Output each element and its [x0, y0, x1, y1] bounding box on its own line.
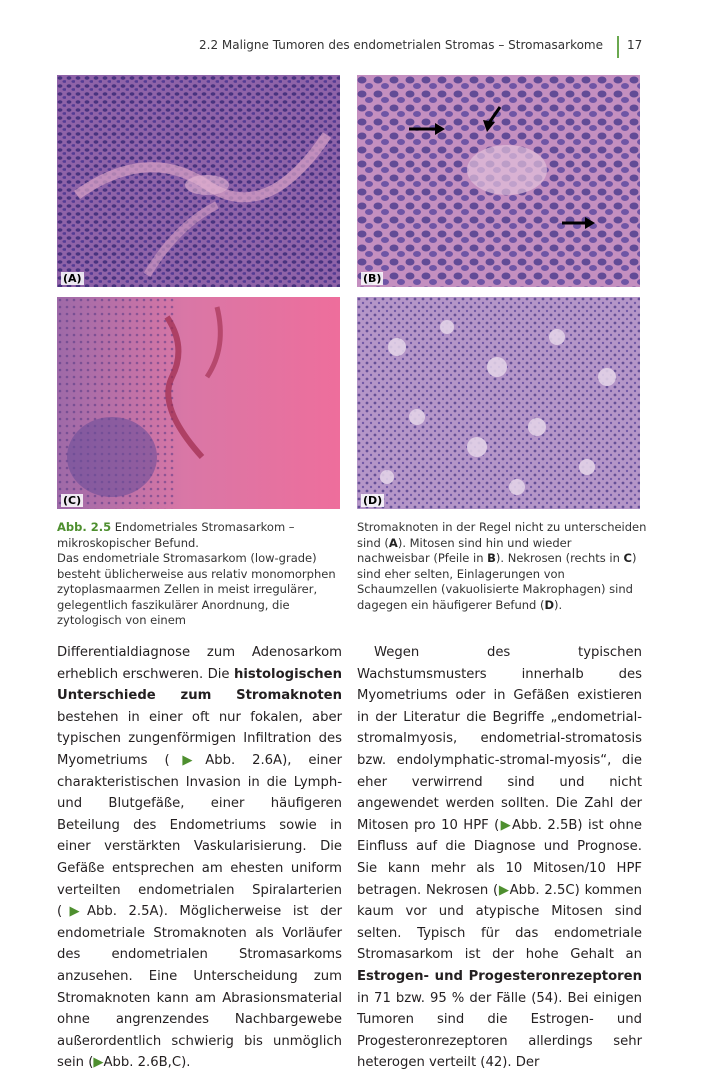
body-text: in 71 bzw. 95 % der Fälle (54). Bei einigen Tumoren sind die Estrogen- und Progesteronrezeptoren allerdings sehr heterogen verteilt (42). Der [357, 990, 642, 1071]
body-text: ), einer charakteristischen Invasion in die Lymph- und Blutgefäße, einer häufigeren Beteilung des Endometriums sowie in einer verstärkten Vaskularisierung. Die Gefäße entsprechen am ehesten uniform verteilten endometrialen Spiralarterien ( [57, 752, 342, 920]
figure-cross-ref[interactable]: Abb. 2.5A [87, 904, 159, 920]
page-header [0, 36, 708, 60]
figure-title: Endometriales Stromasarkom – mikroskopischer Befund. [57, 520, 295, 550]
figure-number: Abb. 2.5 [57, 520, 112, 534]
panel-label-a: (A) [63, 272, 82, 285]
figure-cross-ref[interactable]: Abb. 2.6A [205, 752, 283, 768]
caption-text: Stromaknoten in der Regel nicht zu unterscheiden sind ( [357, 520, 647, 550]
caption-text: ). Mitosen sind hin und wieder nachweisbar (Pfeile in [357, 535, 572, 565]
panel-label-b: (B) [363, 272, 382, 285]
running-head: 2.2 Maligne Tumoren des endometrialen Stromas – Stromasarkome [199, 38, 603, 52]
micrograph-panel-d [357, 297, 640, 509]
figure-caption-right [357, 520, 647, 613]
caption-text: ). Nekrosen (rechts in [495, 551, 624, 565]
figure-caption-text: Das endometriale Stromasarkom (low-grade) besteht üblicherweise aus relativ monomorphen zytoplasmaarmen Zellen in meist irregulärer, gelegentlich faszikulärer Anordnung, die zytologisch von einem [57, 551, 336, 627]
page-number: 17 [627, 38, 643, 52]
header-divider [617, 36, 619, 58]
figure-cross-ref[interactable]: Abb. 2.5C [509, 882, 575, 898]
body-text: Differentialdiagnose zum Adenosarkom erheblich erschweren. Die [57, 645, 342, 682]
panel-label-c: (C) [63, 494, 82, 507]
caption-panel-ref: D [544, 597, 555, 612]
cross-ref-arrow-icon: ▶ [62, 904, 88, 920]
caption-text: ) sind eher selten, Einlagerungen von Schaumzellen (vakuolisierte Makrophagen) sind dagegen ein häufigerer Befund ( [357, 551, 637, 612]
body-bold-term: Estrogen- und Progesteronrezeptoren [357, 968, 642, 984]
body-column-left [57, 642, 342, 1074]
body-text: ) ist ohne Einfluss auf die Diagnose und Prognose. Sie kann mehr als 10 Mitosen/10 HPF betragen. Nekrosen ( [357, 817, 643, 898]
caption-panel-ref: B [487, 551, 496, 565]
body-bold-term: histologischen Unterschiede zum Stromaknoten [57, 666, 342, 704]
body-text: ). [181, 1055, 191, 1071]
panel-label-d: (D) [363, 494, 383, 507]
micrograph-c-image [57, 297, 340, 509]
cross-ref-arrow-icon: ▶ [93, 1055, 104, 1071]
micrograph-panel-b [357, 75, 640, 287]
micrograph-d-image [357, 297, 640, 509]
caption-panel-ref: C [623, 551, 632, 565]
caption-text: ). [554, 597, 563, 612]
body-column-right [357, 642, 642, 1074]
micrograph-a-image [57, 75, 340, 287]
body-text: bestehen in einer oft nur fokalen, aber typischen zungenförmigen Infiltration des Myometriums ( [57, 709, 342, 768]
cross-ref-arrow-icon: ▶ [498, 882, 510, 898]
micrograph-b-image [357, 75, 640, 287]
cross-ref-arrow-icon: ▶ [499, 817, 512, 833]
cross-ref-arrow-icon: ▶ [169, 752, 206, 768]
body-text: Wegen des typischen Wachstumsmusters innerhalb des Myometriums oder in Gefäßen existieren in der Literatur die Begriffe „endometrial-stromalmyosis, endometrial-stromatosis bzw. endolymphatic-stromal-myosis“, die eher verwirrend sind und nicht angewendet werden sollten. Die Zahl der Mitosen pro 10 HPF ( [357, 645, 642, 833]
body-text: ) kommen kaum vor und atypische Mitosen sind selten. Typisch für das endometriale Stromasarkom ist der hohe Gehalt an [357, 882, 642, 963]
body-text: ). Möglicherweise ist der endometriale Stromaknoten als Vorläufer des endometrialen Stromasarkoms anzusehen. Eine Unterscheidung zum Stromaknoten kann am Abrasionsmaterial ohne angrenzendes Nachbargewebe außerordentlich schwierig bis unmöglich sein ( [57, 904, 342, 1071]
figure-cross-ref[interactable]: Abb. 2.6B,C [103, 1055, 182, 1071]
micrograph-panel-c [57, 297, 340, 509]
figure-caption-left [57, 520, 342, 629]
figure-cross-ref[interactable]: Abb. 2.5B [511, 817, 578, 833]
micrograph-panel-a [57, 75, 340, 287]
caption-panel-ref: A [388, 535, 398, 550]
